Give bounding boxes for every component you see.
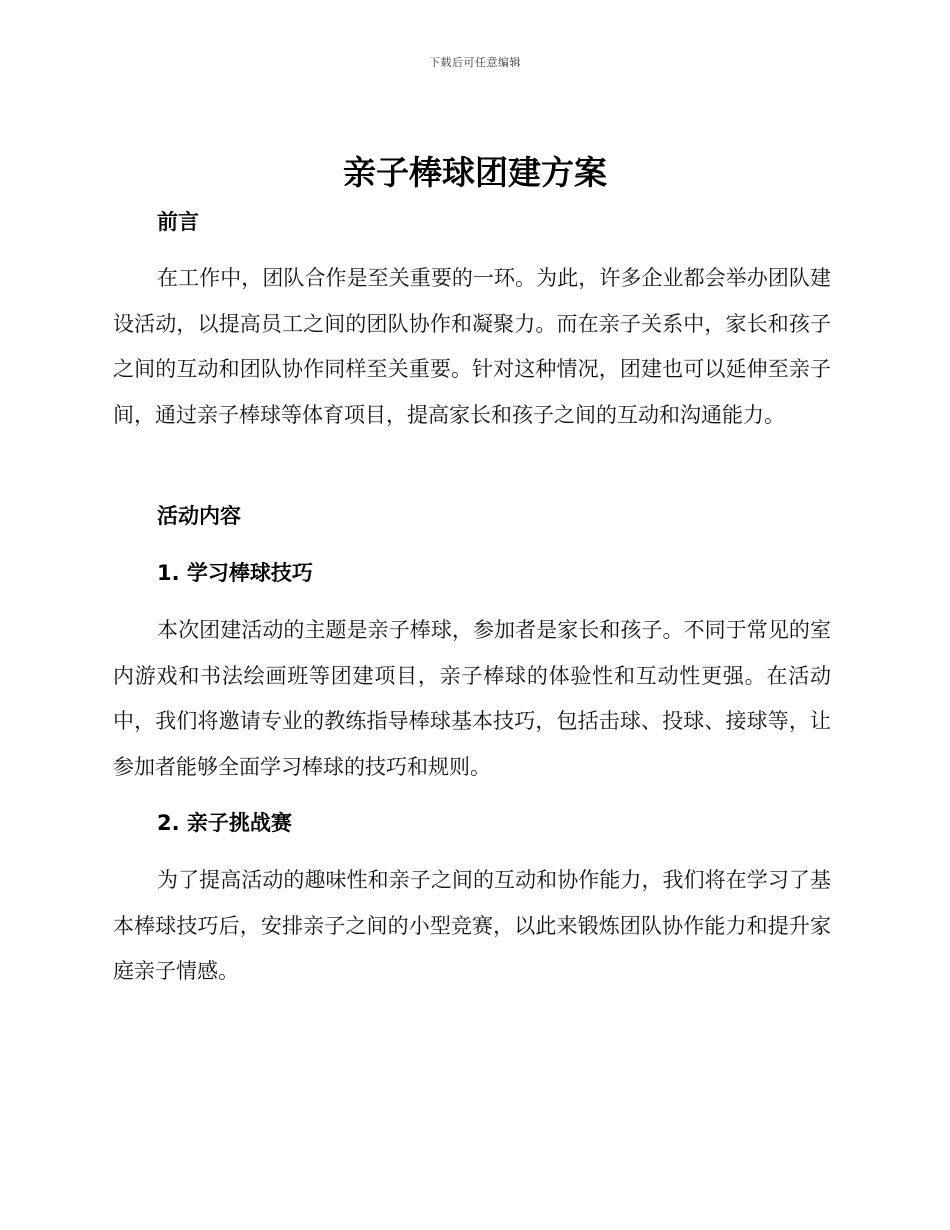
paragraph-challenge: 为了提高活动的趣味性和亲子之间的互动和协作能力，我们将在学习了基本棒球技巧后，安排亲子之间的小型竞赛，以此来锻炼团队协作能力和提升家庭亲子情感。 xyxy=(113,868,831,983)
subsection-heading-challenge: 2. 亲子挑战赛 xyxy=(157,811,292,835)
subsection-heading-learn-skills: 1. 学习棒球技巧 xyxy=(157,561,313,585)
paragraph-learn-skills: 本次团建活动的主题是亲子棒球，参加者是家长和孩子。不同于常见的室内游戏和书法绘画班等团建项目，亲子棒球的体验性和互动性更强。在活动中，我们将邀请专业的教练指导棒球基本技巧，包括击球、投球、接球等，让参加者能够全面学习棒球的技巧和规则。 xyxy=(113,618,831,779)
paragraph-preface: 在工作中，团队合作是至关重要的一环。为此，许多企业都会举办团队建设活动，以提高员工之间的团队协作和凝聚力。而在亲子关系中，家长和孩子之间的互动和团队协作同样至关重要。针对这种情况，团建也可以延伸至亲子间，通过亲子棒球等体育项目，提高家长和孩子之间的互动和沟通能力。 xyxy=(113,266,831,427)
section-heading-activity: 活动内容 xyxy=(157,504,241,528)
page-header-note: 下载后可任意编辑 xyxy=(429,56,521,69)
section-heading-preface: 前言 xyxy=(157,210,199,234)
document-title: 亲子棒球团建方案 xyxy=(343,153,607,192)
